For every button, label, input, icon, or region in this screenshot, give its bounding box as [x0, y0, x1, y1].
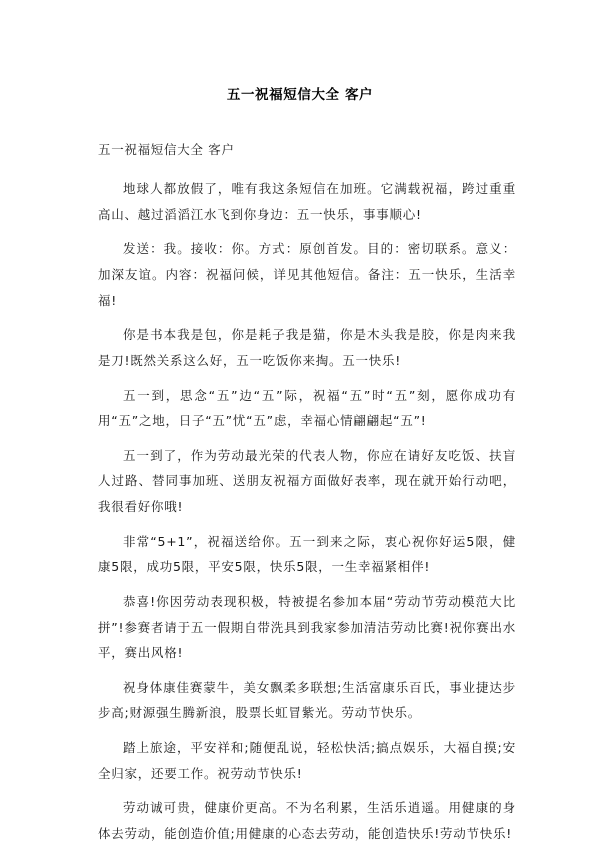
page-title: 五一祝福短信大全 客户 — [226, 87, 374, 103]
body-paragraph: 祝身体康佳赛蒙牛，美女飘柔多联想;生活富康乐百氏，事业捷达步步高;财源强生腾新浪，股票长虹冒紫光。劳动节快乐。 — [98, 679, 516, 721]
body-paragraph: 踏上旅途，平安祥和;随便乱说，轻松快活;搞点娱乐，大福自摸;安全归家，还要工作。祝劳动节快乐! — [98, 740, 516, 781]
document-subtitle: 五一祝福短信大全 客户 — [98, 141, 235, 157]
body-paragraph: 非常“5+1”，祝福送给你。五一到来之际，衷心祝你好运5限，健康5限，成功5限，平安5限，快乐5限，一生幸福紧相伴! — [98, 533, 516, 575]
body-paragraph: 地球人都放假了，唯有我这条短信在加班。它满载祝福，跨过重重高山、越过滔滔江水飞到你身边：五一快乐，事事顺心! — [98, 181, 516, 222]
body-paragraph: 劳动诚可贵，健康价更高。不为名利累，生活乐逍遥。用健康的身体去劳动，能创造价值;用健康的心态去劳动，能创造快乐!劳动节快乐! — [98, 800, 516, 841]
body-paragraph: 你是书本我是包，你是耗子我是猫，你是木头我是胶，你是肉来我是刀!既然关系这么好，五一吃饭你来掏。五一快乐! — [98, 327, 516, 368]
body-paragraph: 五一到，思念“五”边“五”际，祝福“五”时“五”刻，愿你成功有用“五”之地，日子“五”忧“五”虑，幸福心情翩翩起“五”! — [98, 387, 516, 429]
body-paragraph: 五一到了，作为劳动最光荣的代表人物，你应在请好友吃饭、扶盲人过路、替同事加班、送朋友祝福方面做好表率，现在就开始行动吧，我很看好你哦! — [98, 447, 516, 515]
body-paragraph: 发送：我。接收：你。方式：原创首发。目的：密切联系。意义：加深友谊。内容：祝福问候，详见其他短信。备注：五一快乐，生活幸福! — [98, 241, 516, 308]
body-paragraph: 恭喜!你因劳动表现积极，特被提名参加本届“劳动节劳动模范大比拼”!参赛者请于五一假期自带洗具到我家参加清洁劳动比赛!祝你赛出水平，赛出风格! — [98, 593, 516, 661]
document-body — [0, 139, 600, 847]
